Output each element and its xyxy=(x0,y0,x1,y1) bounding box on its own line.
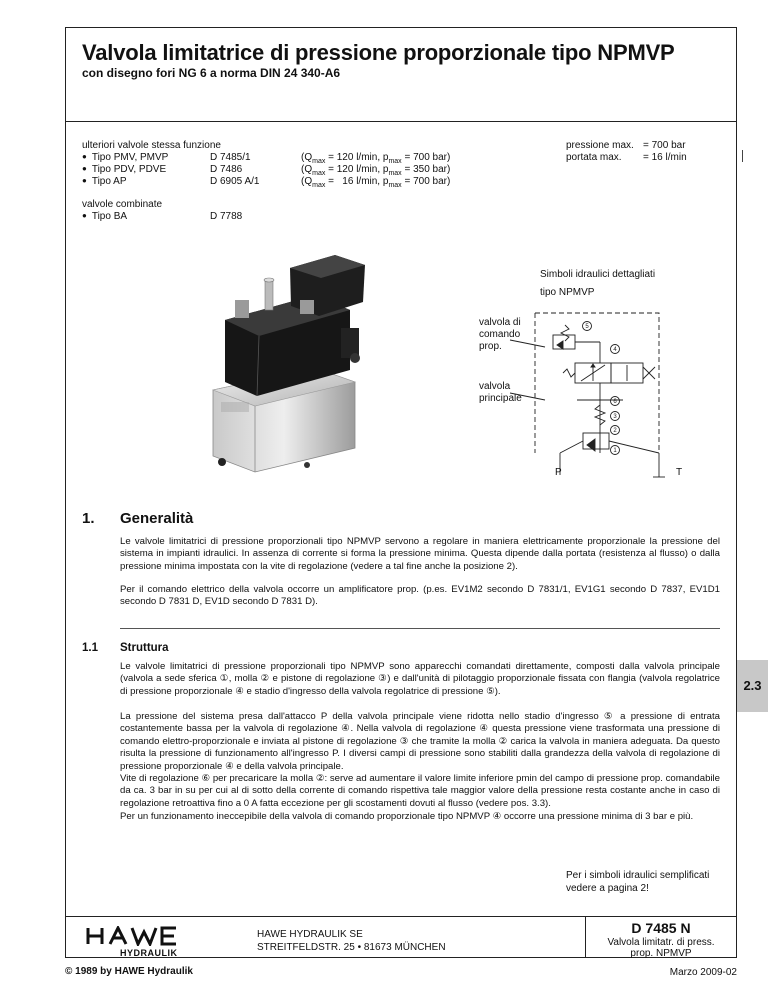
marker-4: 4 xyxy=(613,347,617,353)
combined-item-doc: D 7788 xyxy=(210,211,243,222)
company-address: STREITFELDSTR. 25 • 81673 MÜNCHEN xyxy=(257,942,446,953)
related-item-spec: ($Q_{max} = 16$ l/min, $p_{max} = 700$ bar) xyxy=(301,176,451,189)
label-main-valve: valvola principale xyxy=(479,381,522,404)
hawe-logo-text: HAWE xyxy=(86,926,89,927)
valve-photo xyxy=(195,240,395,475)
spec-flow-value: = 16 l/min xyxy=(643,152,687,163)
margin-mark xyxy=(742,150,743,162)
hydraulic-symbol xyxy=(505,305,685,480)
section11-paragraph: Vite di regolazione ⑥ per precaricare la molla ②: serve ad aumentare il valore limite inferiore pmin del campo di pressione prop. comandabile da ca. 3 bar in su per cui al di sotto della corrente di comando rispettiva tale maggior valore della pressione resta costante anche in caso di regolazione retroattiva fino a 0 A fatta eccezione per gli scostamenti dovuti al flusso (vedere pos. 3.3). xyxy=(120,773,720,809)
page-title: Valvola limitatrice di pressione proporzionale tipo NPMVP xyxy=(82,40,675,65)
port-p: P xyxy=(555,467,562,478)
header-divider xyxy=(65,121,737,122)
note-line: Per i simboli idraulici semplificati xyxy=(566,870,710,881)
note-line: vedere a pagina 2! xyxy=(566,883,649,894)
doc-description: prop. NPMVP xyxy=(630,948,692,959)
section11-paragraph: Le valvole limitatrici di pressione proporzionali tipo NPMVP sono apparecchi comandati direttamente, composti dalla valvola principale (valvola a sede sferica ①, molla ② e pistone di regolazione ③) e dall'unità di pilotaggio proporzionale fissata con flangia (valvola regolatrice di pressione proporzionale ④ e stadio d'ingresso della valvola regolatrice di pressione ⑤). xyxy=(120,661,720,697)
spec-flow-label: portata max. xyxy=(566,152,622,163)
combined-item-type: ● Tipo BA xyxy=(82,210,127,223)
marker-3: 3 xyxy=(613,414,617,420)
section1-paragraph: Le valvole limitatrici di pressione proporzionali tipo NPMVP servono a regolare in maniera elettricamente proporzionale la pressione del sistema in impianti idraulici. In assenza di corrente si forma la pressione minima. Questa dipende dalla portata (resistenza al flusso) o dalla pressione minima impostata con la vite di regolazione (vedere a tal fine anche la posizione 2). xyxy=(120,536,720,572)
related-item-doc: D 7485/1 xyxy=(210,152,251,163)
marker-1: 1 xyxy=(613,448,617,454)
subsection-title: Struttura xyxy=(120,642,169,654)
chapter-tab: 2.3 xyxy=(737,660,768,712)
combined-heading: valvole combinate xyxy=(82,199,163,210)
related-item-doc: D 6905 A/1 xyxy=(210,176,260,187)
spec-pressure-value: = 700 bar xyxy=(643,140,686,151)
section11-paragraph: La pressione del sistema presa dall'attacco P della valvola principale viene ridotta nello stadio d'ingresso ⑤ a pressione di entrata costantemente bassa per la valvola di regolazione ④. Nella valvola di regolazione ④ questa pressione viene trasformata una pressione di comando elettro-proporzionale e inviata al pistone di regolazione ③ che tramite la molla ② carica la valvola in maniera adeguata. Da questo risulta la pressione di funzionamento all'ingresso P. I diversi campi di pressione sono stabiliti dalla grandezza della valvola di regolazione di pressione proporzionale ④ e della valvola principale. xyxy=(120,711,720,772)
section-title: Generalità xyxy=(120,510,194,527)
doc-number: D 7485 N xyxy=(631,920,691,936)
section-number: 1. xyxy=(82,510,95,527)
hawe-logo xyxy=(86,926,186,946)
marker-6: 6 xyxy=(613,399,617,405)
spec-pressure-label: pressione max. xyxy=(566,140,634,151)
page-subtitle: con disegno fori NG 6 a norma DIN 24 340-A6 xyxy=(82,66,341,80)
label-pilot-valve: valvola di comando prop. xyxy=(479,317,521,352)
port-t: T xyxy=(676,467,683,478)
marker-2: 2 xyxy=(613,428,617,434)
section-rule xyxy=(120,628,720,629)
marker-5: 5 xyxy=(585,324,589,330)
related-item-type: ● Tipo PDV, PDVE xyxy=(82,163,166,176)
doc-date: Marzo 2009-02 xyxy=(669,967,737,978)
subsection-number: 1.1 xyxy=(82,642,98,654)
section11-paragraph: Per un funzionamento ineccepibile della valvola di comando proporzionale tipo NPMVP ④ occorre una pressione minima di 3 bar e più. xyxy=(120,811,694,822)
related-item-spec: ($Q_{max} = 120$ l/min, $p_{max} = 700$ bar) xyxy=(301,152,451,165)
doc-description: Valvola limitatr. di press. xyxy=(607,937,715,948)
logo-subtext: HYDRAULIK xyxy=(120,948,178,958)
related-item-type: ● Tipo AP xyxy=(82,175,127,188)
related-heading: ulteriori valvole stessa funzione xyxy=(82,140,221,151)
related-item-doc: D 7486 xyxy=(210,164,243,175)
symbol-heading: Simboli idraulici dettagliati xyxy=(540,269,656,280)
company-name: HAWE HYDRAULIK SE xyxy=(257,929,363,940)
section1-paragraph: Per il comando elettrico della valvola occorre un amplificatore prop. (p.es. EV1M2 secondo D 7831/1, EV1G1 secondo D 7837, EV1D1 secondo D 7831 D, EV1D secondo D 7831 D). xyxy=(120,584,720,608)
related-item-spec: ($Q_{max} = 120$ l/min, $p_{max} = 350$ bar) xyxy=(301,164,451,177)
related-item-type: ● Tipo PMV, PMVP xyxy=(82,151,168,164)
copyright: © 1989 by HAWE Hydraulik xyxy=(65,966,193,977)
symbol-type: tipo NPMVP xyxy=(540,287,595,298)
